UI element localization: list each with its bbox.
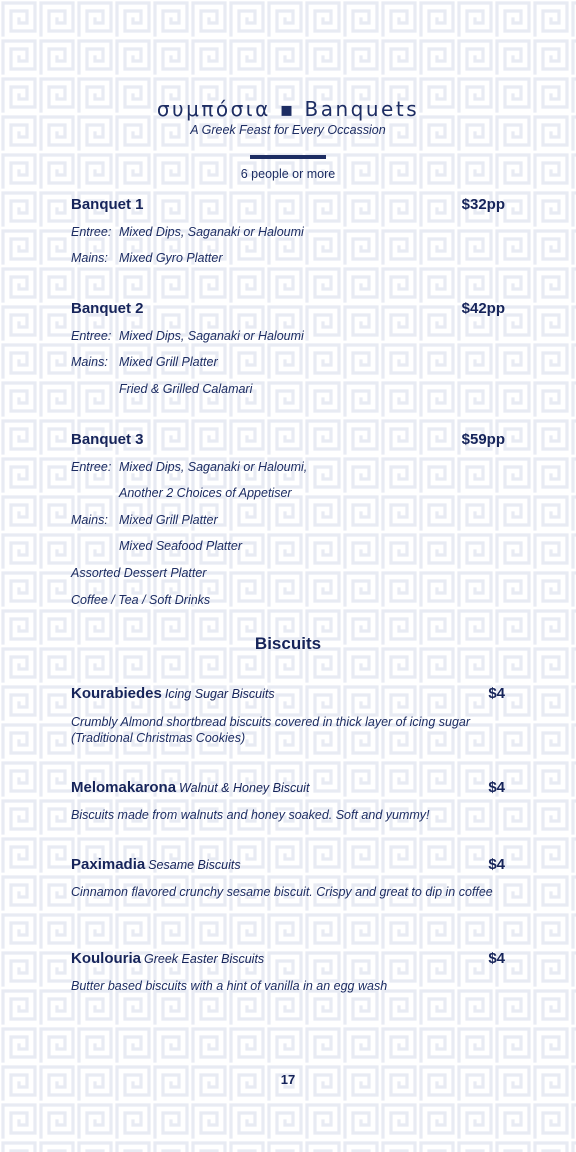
line-label: Mains:: [71, 513, 108, 527]
biscuit-description: Butter based biscuits with a hint of vanilla in an egg wash: [71, 979, 388, 993]
line-text: Mixed Dips, Saganaki or Haloumi,: [119, 460, 308, 474]
banquet-price: $32pp: [461, 196, 505, 213]
biscuit-item-heading: [71, 950, 505, 967]
biscuit-subtitle: Walnut & Honey Biscuit: [179, 781, 310, 795]
banquet-1-line: [71, 251, 223, 265]
biscuit-item-heading: [71, 856, 505, 873]
line-text: Mixed Seafood Platter: [119, 539, 242, 553]
banquet-1-line: [71, 225, 304, 239]
line-text: Mixed Grill Platter: [119, 513, 218, 527]
banquet-2-line: [119, 382, 252, 396]
banquet-3-line: [71, 460, 307, 474]
line-text: Mixed Dips, Saganaki or Haloumi: [119, 329, 304, 343]
line-text: Mixed Gyro Platter: [119, 251, 223, 265]
banquet-price: $42pp: [461, 300, 505, 317]
banquet-name: Banquet 1: [71, 196, 144, 213]
biscuit-description: Cinnamon flavored crunchy sesame biscuit. Crispy and great to dip in coffee: [71, 885, 493, 899]
biscuit-item-heading: [71, 685, 505, 702]
biscuit-price: $4: [488, 779, 505, 796]
biscuit-price: $4: [488, 950, 505, 967]
biscuit-subtitle: Sesame Biscuits: [148, 858, 241, 872]
page-header: [0, 97, 576, 137]
biscuits-section-title: Biscuits: [254, 634, 322, 653]
biscuit-name: Paximadia: [71, 856, 146, 873]
banquet-2-line: [71, 355, 218, 369]
line-text: Fried & Grilled Calamari: [119, 382, 253, 396]
line-label: Entree:: [71, 329, 112, 343]
biscuit-subtitle: Greek Easter Biscuits: [144, 952, 265, 966]
page-title: συμπόσια ▪ Banquets: [156, 97, 420, 121]
banquet-name: Banquet 3: [71, 431, 144, 448]
biscuit-description: Biscuits made from walnuts and honey soaked. Soft and yummy!: [71, 808, 430, 822]
biscuit-price: $4: [488, 685, 505, 702]
banquet-3-line: [119, 539, 242, 553]
page-number: 17: [280, 1072, 296, 1087]
line-label: Entree:: [71, 460, 112, 474]
biscuit-name: Koulouria: [71, 950, 141, 967]
banquet-2-heading: [71, 300, 505, 317]
banquet-3-heading: [71, 431, 505, 448]
page-subtitle: A Greek Feast for Every Occassion: [190, 123, 386, 137]
header-divider: [250, 155, 326, 159]
biscuit-name: Kourabiedes: [71, 685, 162, 702]
biscuit-subtitle: Icing Sugar Biscuits: [164, 687, 275, 701]
banquet-3-line: [71, 566, 206, 580]
line-label: Mains:: [71, 355, 108, 369]
line-text: Mixed Grill Platter: [119, 355, 218, 369]
banquet-3-line: [71, 513, 218, 527]
banquet-3-line: [119, 486, 292, 500]
line-text: Mixed Dips, Saganaki or Haloumi: [119, 225, 304, 239]
line-text: Another 2 Choices of Appetiser: [119, 486, 292, 500]
line-label: Mains:: [71, 251, 108, 265]
line-text: Coffee / Tea / Soft Drinks: [71, 593, 211, 607]
group-size-note: 6 people or more: [240, 167, 336, 181]
banquet-1-heading: [71, 196, 505, 213]
biscuit-name: Melomakarona: [71, 779, 177, 796]
banquet-price: $59pp: [461, 431, 505, 448]
line-text: Assorted Dessert Platter: [71, 566, 207, 580]
biscuit-description: Crumbly Almond shortbread biscuits covered in thick layer of icing sugar (Traditional Christmas Cookies): [71, 715, 471, 745]
banquet-3-line: [71, 593, 210, 607]
line-label: Entree:: [71, 225, 112, 239]
banquet-name: Banquet 2: [71, 300, 144, 317]
biscuit-item-heading: [71, 779, 505, 796]
biscuit-price: $4: [488, 856, 505, 873]
banquet-2-line: [71, 329, 304, 343]
